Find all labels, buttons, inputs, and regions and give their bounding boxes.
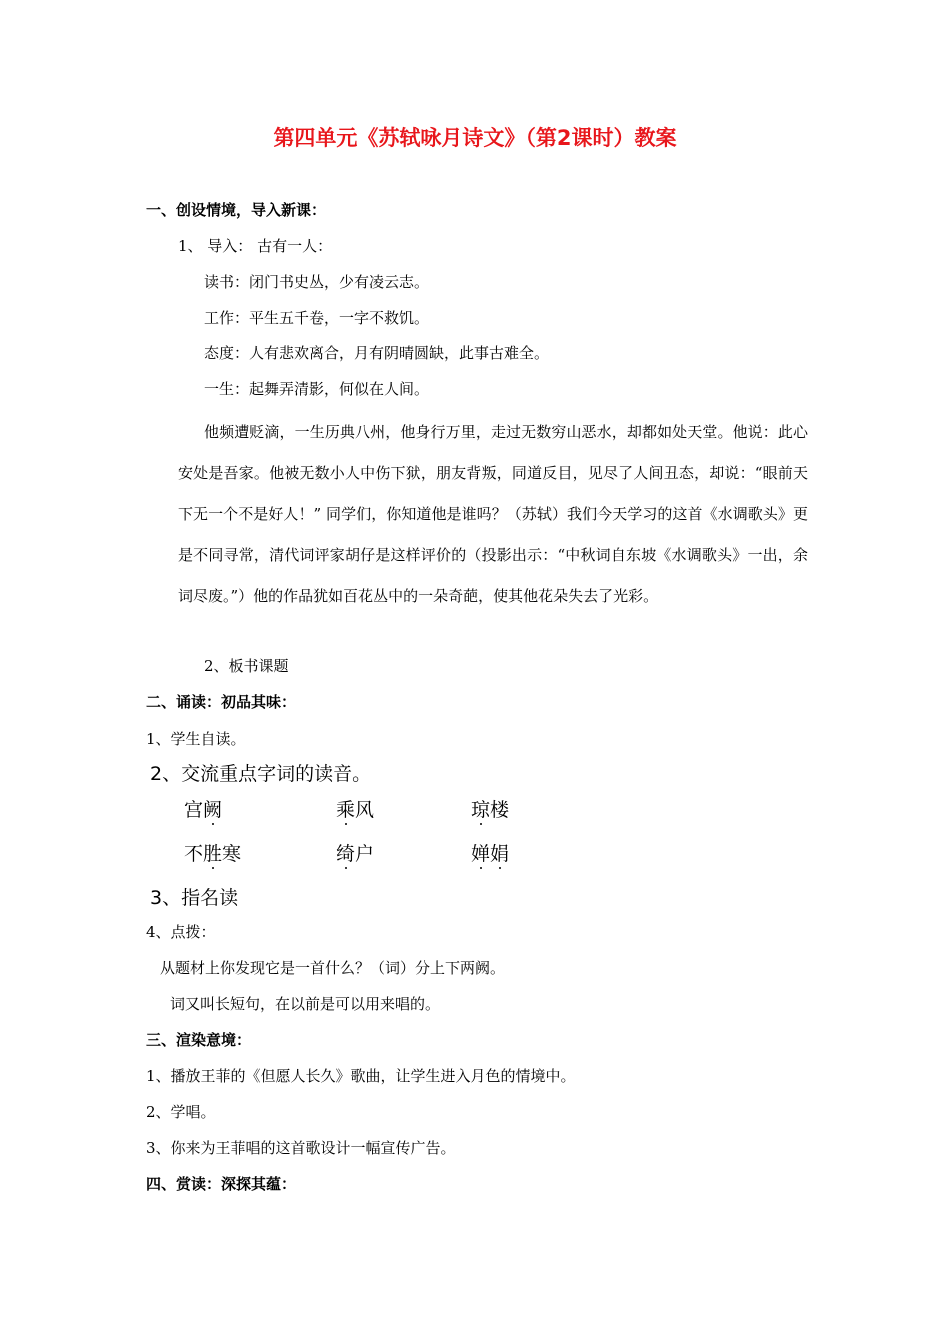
s1-line-attitude: 态度：人有悲欢离合，月有阴晴圆缺，此事古难全。 bbox=[204, 344, 550, 362]
section-1-heading: 一、创设情境，导入新课： bbox=[146, 201, 327, 219]
section-3-heading: 三、渲染意境： bbox=[146, 1031, 252, 1049]
s2-item-3: 3、指名读 bbox=[150, 887, 239, 909]
section-2-heading: 二、诵读：初品其味： bbox=[146, 693, 297, 711]
s2-item-2: 2、交流重点字词的读音。 bbox=[150, 763, 372, 785]
s1-item-1: 1、 导入： 古有一人： bbox=[178, 237, 333, 255]
word-chengfeng: 乘风 bbox=[336, 799, 375, 821]
s3-item-2: 2、学唱。 bbox=[146, 1103, 216, 1121]
s1-item-2: 2、板书课题 bbox=[204, 657, 289, 675]
s1-line-life: 一生：起舞弄清影，何似在人间。 bbox=[204, 380, 430, 398]
s3-item-3: 3、你来为王菲唱的这首歌设计一幅宣传广告。 bbox=[146, 1139, 456, 1157]
word-chanjuan: 婵娟 bbox=[471, 843, 510, 865]
word-bushenghan: 不胜寒 bbox=[184, 843, 242, 865]
section-4-heading: 四、赏读：深探其蕴： bbox=[146, 1175, 297, 1193]
page-title: 第四单元《苏轼咏月诗文》（第2课时）教案 bbox=[273, 126, 677, 150]
s1-line-reading: 读书：闭门书史丛，少有凌云志。 bbox=[204, 273, 430, 291]
s2-note-2: 词又叫长短句，在以前是可以用来唱的。 bbox=[170, 995, 441, 1013]
s2-note-1: 从题材上你发现它是一首什么？（词）分上下两阙。 bbox=[160, 959, 506, 977]
s1-paragraph: 他频遭贬滴，一生历典八州，他身行万里，走过无数穷山恶水，却都如处天堂。他说：此心安处是吾家。他被无数小人中伤下狱，朋友背叛，同道反目，见尽了人间丑态，却说：“眼前天下无一个不是好人！” 同学们，你知道他是谁吗？（苏轼）我们今天学习的这首《水调歌头》更是不同寻常，清代词评家胡仔是这样评价的（投影出示：“中秋词自东坡《水调歌头》一出，余词尽废。”）他的作品犹如百花丛中的一朵奇葩，使其他花朵失去了光彩。 bbox=[178, 423, 808, 605]
word-gongque: 宫阙 bbox=[184, 799, 223, 821]
word-qionglou: 琼楼 bbox=[471, 799, 510, 821]
s2-item-1: 1、学生自读。 bbox=[146, 730, 246, 748]
s1-line-work: 工作：平生五千卷，一字不救饥。 bbox=[204, 309, 430, 327]
word-qihu: 绮户 bbox=[336, 843, 375, 865]
s2-item-4: 4、点拨： bbox=[146, 923, 216, 941]
s3-item-1: 1、播放王菲的《但愿人长久》歌曲，让学生进入月色的情境中。 bbox=[146, 1067, 576, 1085]
